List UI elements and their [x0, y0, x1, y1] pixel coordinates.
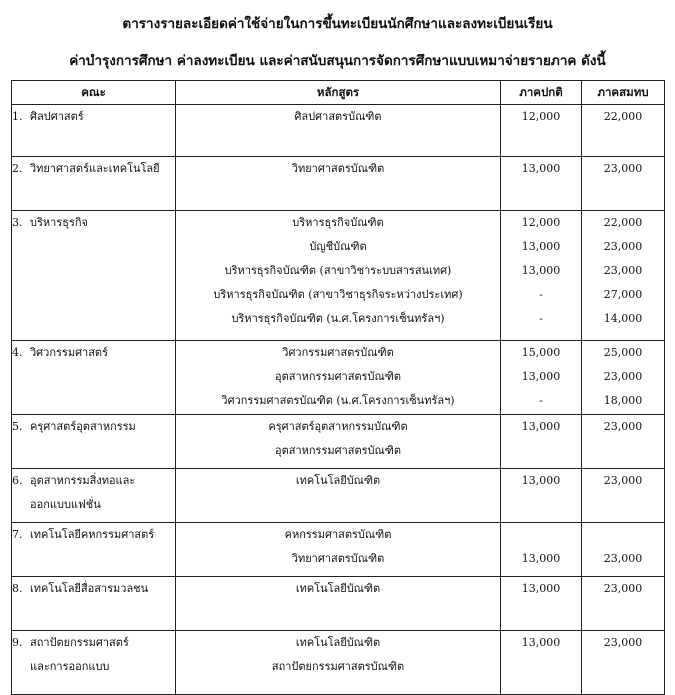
faculty-cell — [12, 341, 176, 415]
table-row — [12, 469, 665, 523]
summer-fee-value: 23,000 — [603, 240, 643, 253]
program-cell — [176, 577, 501, 631]
program-cell — [176, 415, 501, 469]
regular-fee-cell — [501, 211, 582, 341]
faculty-line — [12, 415, 175, 439]
table-row — [12, 341, 665, 415]
table-row — [12, 523, 665, 577]
regular-fee-value: 13,000 — [521, 474, 561, 487]
summer-fee-value: 25,000 — [603, 346, 643, 359]
header-program: หลักสูตร — [176, 81, 501, 105]
summer-fee-cell — [582, 341, 665, 415]
summer-fee-value: 23,000 — [603, 370, 643, 383]
summer-fee-value: 14,000 — [603, 312, 643, 325]
faculty-cell — [12, 469, 176, 523]
program-value: ครุศาสตร์อุตสาหกรรมบัณฑิต — [268, 420, 408, 433]
table-row — [12, 631, 665, 695]
summer-fee-value: 22,000 — [603, 110, 643, 123]
regular-fee-cell — [501, 105, 582, 157]
program-cell — [176, 211, 501, 341]
faculty-name: เทคโนโลยีสื่อสารมวลชน — [30, 582, 149, 595]
document-subtitle: ค่าบำรุงการศึกษา ค่าลงทะเบียน และค่าสนับสนุนการจัดการศึกษาแบบเหมาจ่ายรายภาค ดังนี้ — [69, 53, 606, 69]
summer-fee-cell — [582, 577, 665, 631]
program-value: เทคโนโลยีบัณฑิต — [295, 582, 381, 595]
regular-fee-value — [501, 655, 581, 679]
faculty-name: และการออกแบบ — [30, 660, 110, 673]
regular-fee-value: 15,000 — [521, 346, 561, 359]
regular-fee-value: 12,000 — [521, 216, 561, 229]
program-value: วิทยาศาสตรบัณฑิต — [291, 552, 385, 565]
regular-fee-value — [501, 523, 581, 547]
summer-fee-value — [582, 655, 664, 679]
summer-fee-value — [582, 523, 664, 547]
regular-fee-value: 13,000 — [521, 552, 561, 565]
faculty-name: สถาปัตยกรรมศาสตร์ — [30, 636, 129, 649]
table-row — [12, 157, 665, 211]
regular-fee-cell — [501, 341, 582, 415]
regular-fee-cell — [501, 523, 582, 577]
program-value: บัญชีบัณฑิต — [309, 240, 367, 253]
regular-fee-value: - — [539, 394, 543, 407]
row-number: 9. — [12, 636, 23, 649]
faculty-cell — [12, 157, 176, 211]
faculty-cell — [12, 523, 176, 577]
regular-fee-value: 13,000 — [521, 582, 561, 595]
header-regular: ภาคปกติ — [501, 81, 582, 105]
row-number: 7. — [12, 528, 23, 541]
regular-fee-value: - — [539, 288, 543, 301]
regular-fee-cell — [501, 415, 582, 469]
summer-fee-cell — [582, 469, 665, 523]
faculty-line — [12, 157, 175, 181]
faculty-name: ครุศาสตร์อุตสาหกรรม — [30, 420, 136, 433]
program-value: บริหารธุรกิจบัณฑิต — [292, 216, 384, 229]
faculty-name: วิทยาศาสตร์และเทคโนโลยี — [30, 162, 160, 175]
row-number: 6. — [12, 474, 23, 487]
table-row — [12, 105, 665, 157]
faculty-name: ศิลปศาสตร์ — [30, 110, 84, 123]
program-value: ศิลปศาสตรบัณฑิต — [294, 110, 382, 123]
summer-fee-value: 23,000 — [603, 264, 643, 277]
program-value: บริหารธุรกิจบัณฑิต (สาขาวิชาธุรกิจระหว่างประเทศ) — [213, 288, 463, 301]
program-value: คหกรรมศาสตรบัณฑิต — [284, 528, 392, 541]
table-row — [12, 211, 665, 341]
summer-fee-cell — [582, 415, 665, 469]
regular-fee-value: 13,000 — [521, 636, 561, 649]
regular-fee-value: 13,000 — [521, 162, 561, 175]
regular-fee-value: - — [539, 312, 543, 325]
summer-fee-value: 23,000 — [603, 420, 643, 433]
program-cell — [176, 341, 501, 415]
faculty-cell — [12, 211, 176, 341]
regular-fee-cell — [501, 469, 582, 523]
program-value: วิศวกรรมศาสตรบัณฑิต (น.ศ.โครงการเซ็นทรัลฯ) — [221, 394, 455, 407]
program-value: เทคโนโลยีบัณฑิต — [295, 474, 381, 487]
summer-fee-value: 23,000 — [603, 582, 643, 595]
regular-fee-value: 13,000 — [521, 264, 561, 277]
program-value: บริหารธุรกิจบัณฑิต (สาขาวิชาระบบสารสนเทศ) — [224, 264, 452, 277]
regular-fee-value: 13,000 — [521, 420, 561, 433]
faculty-name: อุตสาหกรรมสิ่งทอและ — [30, 474, 136, 487]
table-row — [12, 415, 665, 469]
program-value: อุตสาหกรรมศาสตรบัณฑิต — [274, 444, 401, 457]
table-row — [12, 577, 665, 631]
regular-fee-value: 13,000 — [521, 370, 561, 383]
summer-fee-value: 23,000 — [603, 636, 643, 649]
program-cell — [176, 157, 501, 211]
summer-fee-value: 27,000 — [603, 288, 643, 301]
faculty-line — [12, 631, 175, 655]
faculty-line — [12, 469, 175, 493]
regular-fee-value: 13,000 — [521, 240, 561, 253]
row-number: 3. — [12, 216, 23, 229]
summer-fee-value: 23,000 — [603, 474, 643, 487]
faculty-name: เทคโนโลยีคหกรรมศาสตร์ — [30, 528, 155, 541]
header-faculty: คณะ — [12, 81, 176, 105]
faculty-line — [12, 523, 175, 547]
regular-fee-value: 12,000 — [521, 110, 561, 123]
faculty-cell — [12, 577, 176, 631]
table-header-row — [12, 81, 665, 105]
faculty-line — [12, 211, 175, 235]
summer-fee-cell — [582, 157, 665, 211]
program-value: อุตสาหกรรมศาสตรบัณฑิต — [274, 370, 401, 383]
summer-fee-value: 18,000 — [603, 394, 643, 407]
faculty-cell — [12, 105, 176, 157]
row-number: 2. — [12, 162, 23, 175]
faculty-line — [12, 105, 175, 129]
fee-table — [11, 80, 665, 695]
summer-fee-cell — [582, 631, 665, 695]
program-value: บริหารธุรกิจบัณฑิต (น.ศ.โครงการเซ็นทรัลฯ) — [231, 312, 445, 325]
row-number: 4. — [12, 346, 23, 359]
program-cell — [176, 523, 501, 577]
row-number: 8. — [12, 582, 23, 595]
faculty-name: วิศวกรรมศาสตร์ — [30, 346, 108, 359]
faculty-name: บริหารธุรกิจ — [30, 216, 88, 229]
faculty-line — [12, 341, 175, 365]
faculty-name: ออกแบบแฟชั่น — [30, 498, 101, 511]
program-cell — [176, 469, 501, 523]
faculty-line — [12, 577, 175, 601]
regular-fee-cell — [501, 157, 582, 211]
summer-fee-cell — [582, 105, 665, 157]
program-cell — [176, 631, 501, 695]
summer-fee-cell — [582, 211, 665, 341]
summer-fee-value: 23,000 — [603, 552, 643, 565]
program-cell — [176, 105, 501, 157]
program-value: วิทยาศาสตรบัณฑิต — [291, 162, 385, 175]
regular-fee-cell — [501, 577, 582, 631]
summer-fee-value — [582, 439, 664, 463]
header-summer: ภาคสมทบ — [582, 81, 665, 105]
row-number: 5. — [12, 420, 23, 433]
document-title: ตารางรายละเอียดค่าใช้จ่ายในการขึ้นทะเบียนนักศึกษาและลงทะเบียนเรียน — [122, 16, 553, 32]
summer-fee-value: 22,000 — [603, 216, 643, 229]
summer-fee-value: 23,000 — [603, 162, 643, 175]
regular-fee-cell — [501, 631, 582, 695]
faculty-cell — [12, 415, 176, 469]
program-value: เทคโนโลยีบัณฑิต — [295, 636, 381, 649]
program-value: สถาปัตยกรรมศาสตรบัณฑิต — [271, 660, 405, 673]
program-value: วิศวกรรมศาสตรบัณฑิต — [282, 346, 394, 359]
regular-fee-value — [501, 439, 581, 463]
summer-fee-cell — [582, 523, 665, 577]
row-number: 1. — [12, 110, 23, 123]
table-body — [12, 105, 665, 695]
faculty-cell — [12, 631, 176, 695]
